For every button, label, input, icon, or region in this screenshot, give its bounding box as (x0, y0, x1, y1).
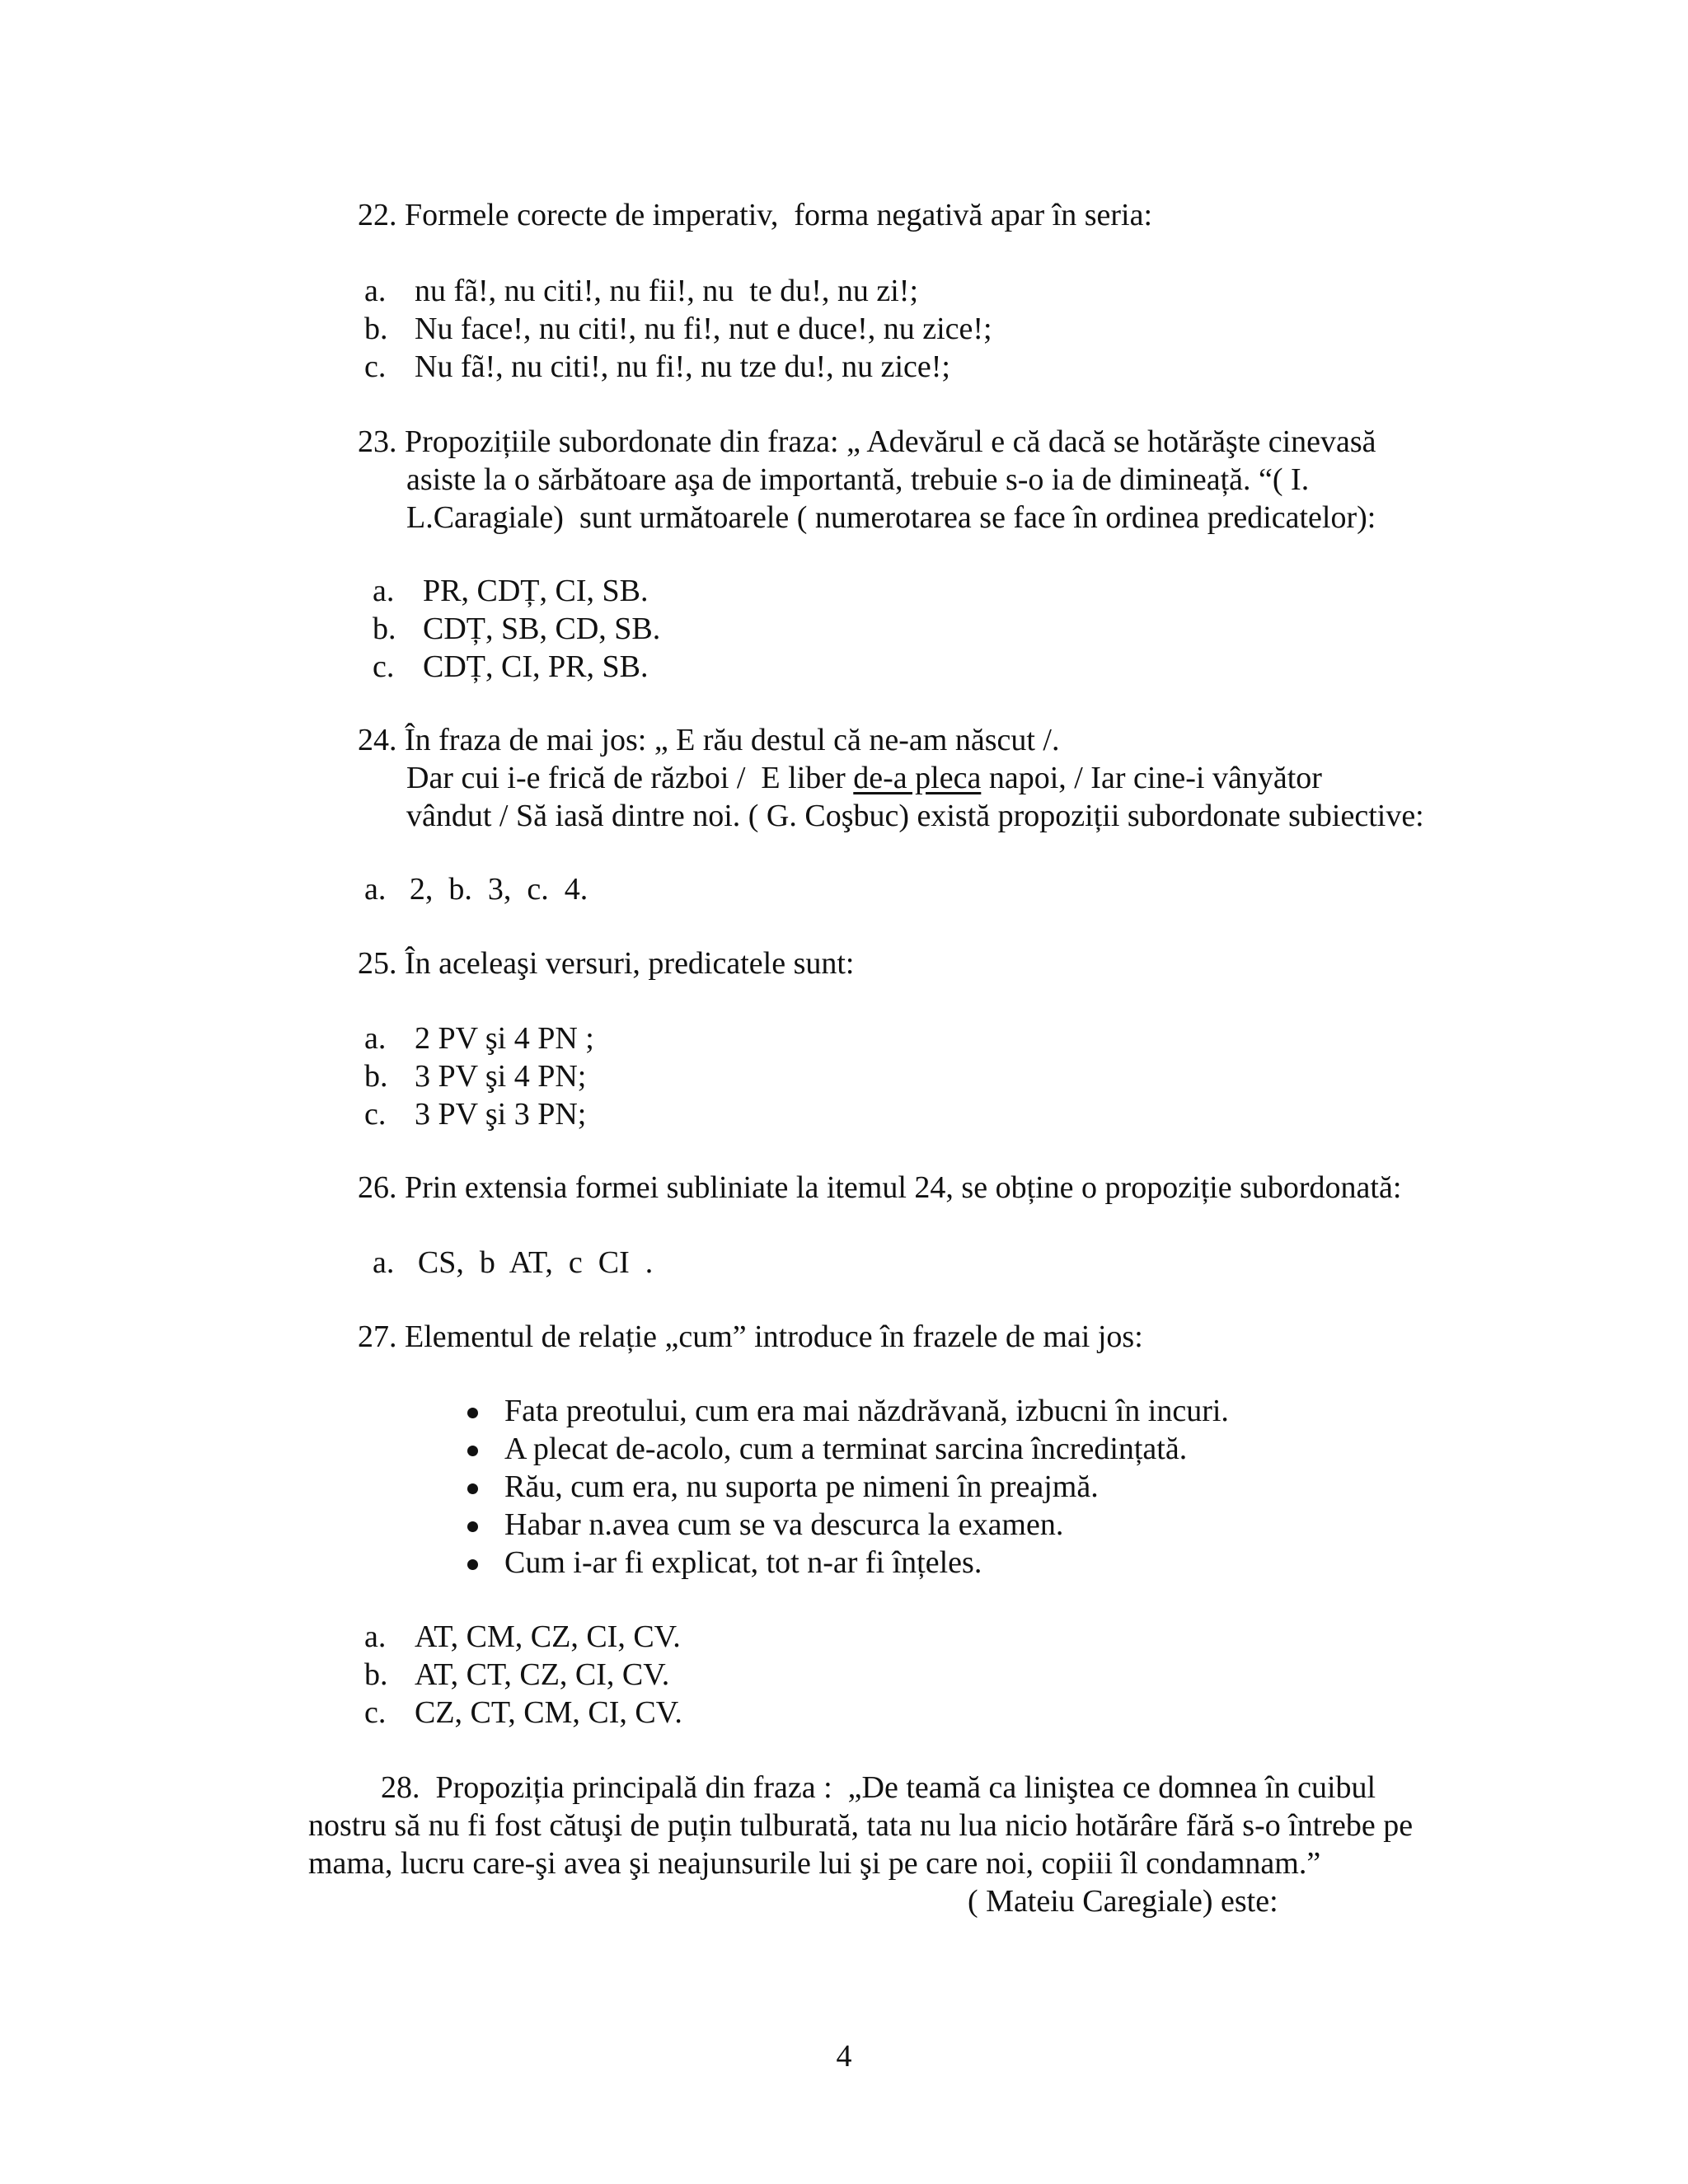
q23-option-c-letter: c. (373, 649, 395, 684)
q25-option-b-letter: b. (364, 1059, 388, 1094)
bullet-icon (467, 1483, 478, 1494)
q24-options: a. 2, b. 3, c. 4. (364, 872, 588, 907)
q27-sentence-2: A plecat de-acolo, cum a terminat sarcina încredințată. (504, 1432, 1188, 1466)
q25-option-c-text: 3 PV şi 3 PN; (415, 1097, 587, 1132)
q22-option-a-letter: a. (364, 274, 387, 308)
q28-line-3: mama, lucru care-şi avea şi neajunsurile lui şi pe care noi, copiii îl condamnam.” (308, 1846, 1321, 1881)
q24-stem-line-3: vândut / Să iasă dintre noi. ( G. Coşbuc) există propoziții subordonate subiective: (406, 799, 1424, 833)
q24-stem-line-1: 24. În fraza de mai jos: „ E rău destul că ne-am născut /. (358, 723, 1060, 757)
q23-option-a-text: PR, CDȚ, CI, SB. (423, 574, 649, 608)
q25-option-a-letter: a. (364, 1021, 387, 1056)
q26-stem: 26. Prin extensia formei subliniate la itemul 24, se obține o propoziție subordonată: (358, 1170, 1402, 1205)
q25-option-a-text: 2 PV şi 4 PN ; (415, 1021, 594, 1056)
q24-underlined-form: de-a pleca (853, 761, 982, 795)
q25-option-b-text: 3 PV şi 4 PN; (415, 1059, 587, 1094)
q23-option-a-letter: a. (373, 574, 395, 608)
q23-option-b-letter: b. (373, 612, 396, 646)
q27-sentence-1: Fata preotului, cum era mai năzdrăvană, izbucni în incuri. (504, 1394, 1229, 1428)
q24-line-2-after: napoi, / Iar cine-i vânyător (981, 761, 1322, 795)
q22-option-b-letter: b. (364, 312, 388, 346)
q27-sentence-3: Rău, cum era, nu suporta pe nimeni în preajmă. (504, 1469, 1099, 1504)
q28-line-1: 28. Propoziția principală din fraza : „De teamă ca liniştea ce domnea în cuibul (381, 1770, 1376, 1805)
q24-line-2-before: Dar cui i-e frică de război / E liber (406, 761, 854, 795)
q27-option-b-text: AT, CT, CZ, CI, CV. (415, 1657, 670, 1692)
q24-stem-line-2 (406, 759, 1322, 797)
bullet-icon (467, 1559, 478, 1570)
q25-option-c-letter: c. (364, 1097, 387, 1132)
q27-option-c-text: CZ, CT, CM, CI, CV. (415, 1695, 682, 1730)
q27-option-b-letter: b. (364, 1657, 388, 1692)
q22-stem: 22. Formele corecte de imperativ, forma negativă apar în seria: (358, 198, 1153, 232)
q27-option-a-letter: a. (364, 1619, 387, 1654)
bullet-icon (467, 1408, 478, 1418)
q27-option-a-text: AT, CM, CZ, CI, CV. (415, 1619, 681, 1654)
q23-stem-line-2: asiste la o sărbătoare aşa de importantă, trebuie s-o ia de dimineață. “( I. (406, 462, 1310, 497)
page-number: 4 (836, 2039, 852, 2074)
q27-sentence-5: Cum i-ar fi explicat, tot n-ar fi înțeles. (504, 1545, 982, 1580)
q22-option-a-text: nu fã!, nu citi!, nu fii!, nu te du!, nu zi!; (415, 274, 919, 308)
q28-line-4: ( Mateiu Caregiale) este: (968, 1884, 1278, 1919)
q27-option-c-letter: c. (364, 1695, 387, 1730)
q22-option-b-text: Nu face!, nu citi!, nu fi!, nut e duce!, nu zice!; (415, 312, 992, 346)
q23-stem-line-1: 23. Propozițiile subordonate din fraza: „ Adevărul e că dacă se hotărăşte cinevasă (358, 424, 1376, 459)
q23-option-c-text: CDȚ, CI, PR, SB. (423, 649, 649, 684)
q25-stem: 25. În aceleaşi versuri, predicatele sunt: (358, 946, 855, 981)
q28-line-2: nostru să nu fi fost cătuşi de puțin tulburată, tata nu lua nicio hotărâre fără s-o întrebe pe (308, 1808, 1414, 1843)
q22-option-c-text: Nu fã!, nu citi!, nu fi!, nu tze du!, nu zice!; (415, 349, 950, 384)
bullet-icon (467, 1521, 478, 1532)
q22-option-c-letter: c. (364, 349, 387, 384)
q23-option-b-text: CDȚ, SB, CD, SB. (423, 612, 661, 646)
bullet-icon (467, 1446, 478, 1456)
q27-sentence-4: Habar n.avea cum se va descurca la examen. (504, 1507, 1064, 1542)
q27-stem: 27. Elementul de relație „cum” introduce în frazele de mai jos: (358, 1319, 1143, 1354)
q23-stem-line-3: L.Caragiale) sunt următoarele ( numerotarea se face în ordinea predicatelor): (406, 500, 1376, 535)
q26-options: a. CS, b AT, c CI . (373, 1245, 654, 1280)
